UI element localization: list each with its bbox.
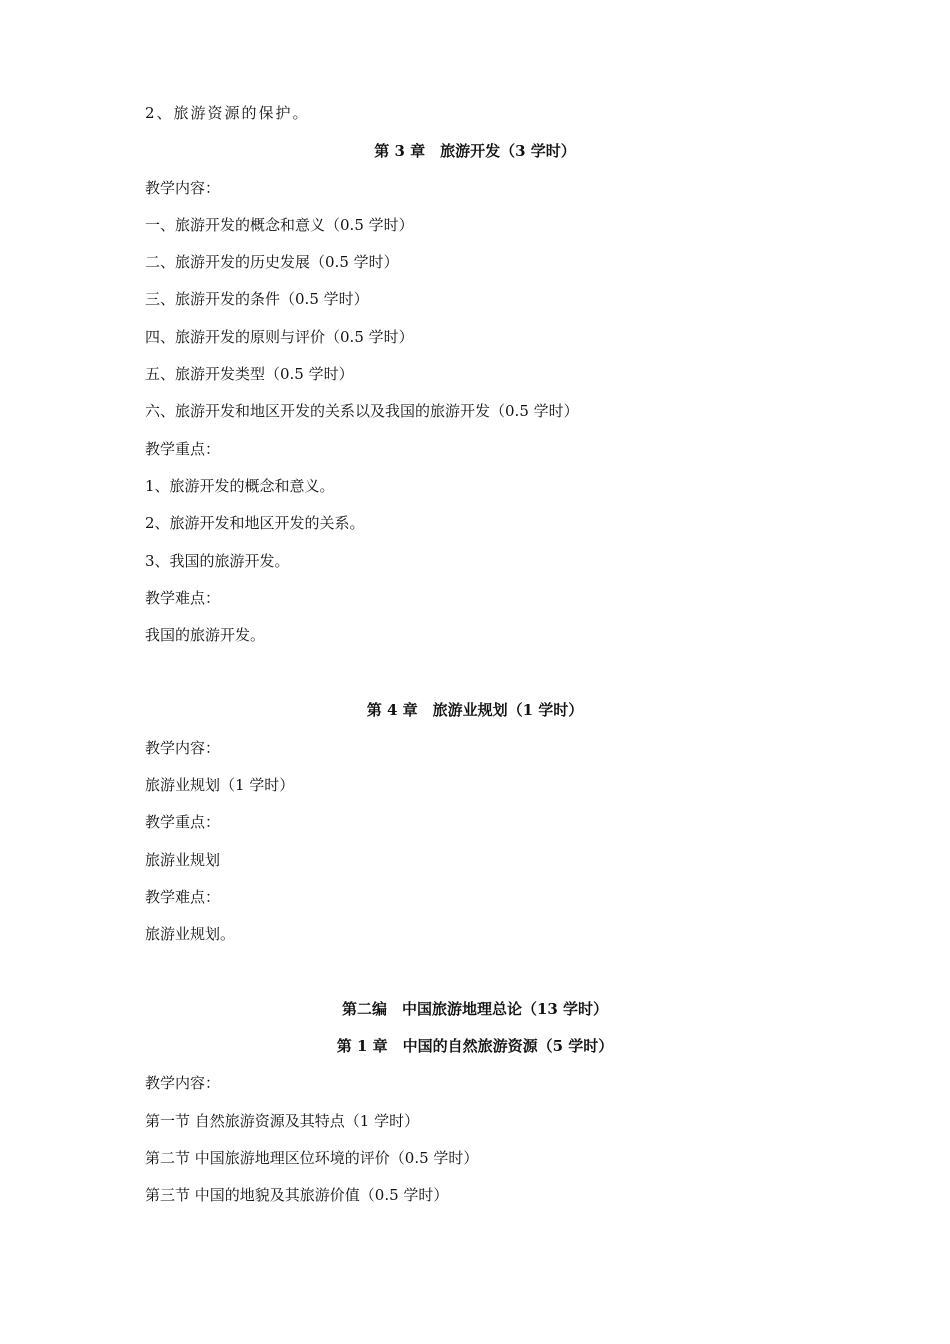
- chapter-4-key-label: 教学重点：: [145, 813, 221, 831]
- chapter-3-item-2: 二、旅游开发的历史发展（0.5 学时）: [145, 253, 399, 271]
- chapter-3-content-label: 教学内容：: [145, 179, 221, 197]
- chapter-3-difficulty-label: 教学难点：: [145, 589, 221, 607]
- chapter-4-content-label: 教学内容：: [145, 739, 221, 757]
- chapter-3-item-6: 六、旅游开发和地区开发的关系以及我国的旅游开发（0.5 学时）: [145, 402, 579, 420]
- part-2-section-3: 第三节 中国的地貌及其旅游价值（0.5 学时）: [145, 1186, 449, 1204]
- chapter-4-key: 旅游业规划: [145, 851, 221, 869]
- part-2-section-2: 第二节 中国旅游地理区位环境的评价（0.5 学时）: [145, 1149, 479, 1167]
- chapter-3-key-point-3: 3、我国的旅游开发。: [145, 552, 290, 570]
- chapter-4-heading: 第 4 章 旅游业规划（1 学时）: [366, 701, 584, 719]
- chapter-3-key-point-2: 2、旅游开发和地区开发的关系。: [145, 514, 365, 532]
- chapter-3-key-point-1: 1、旅游开发的概念和意义。: [145, 477, 335, 495]
- chapter-3-key-label: 教学重点：: [145, 440, 221, 458]
- part-2-heading: 第二编 中国旅游地理总论（13 学时）: [341, 1000, 609, 1018]
- chapter-3-difficulty: 我国的旅游开发。: [145, 626, 266, 644]
- chapter-4-content: 旅游业规划（1 学时）: [145, 776, 295, 794]
- resource-protection-item: 2、旅游资源的保护。: [145, 104, 310, 122]
- chapter-3-heading: 第 3 章 旅游开发（3 学时）: [374, 142, 576, 160]
- chapter-3-item-4: 四、旅游开发的原则与评价（0.5 学时）: [145, 328, 414, 346]
- chapter-3-item-1: 一、旅游开发的概念和意义（0.5 学时）: [145, 216, 414, 234]
- part-2-chapter-1-content-label: 教学内容：: [145, 1074, 221, 1092]
- part-2-chapter-1-heading: 第 1 章 中国的自然旅游资源（5 学时）: [336, 1037, 614, 1055]
- chapter-3-item-3: 三、旅游开发的条件（0.5 学时）: [145, 290, 369, 308]
- chapter-4-difficulty: 旅游业规划。: [145, 925, 236, 943]
- chapter-3-item-5: 五、旅游开发类型（0.5 学时）: [145, 365, 354, 383]
- part-2-section-1: 第一节 自然旅游资源及其特点（1 学时）: [145, 1112, 420, 1130]
- chapter-4-difficulty-label: 教学难点：: [145, 888, 221, 906]
